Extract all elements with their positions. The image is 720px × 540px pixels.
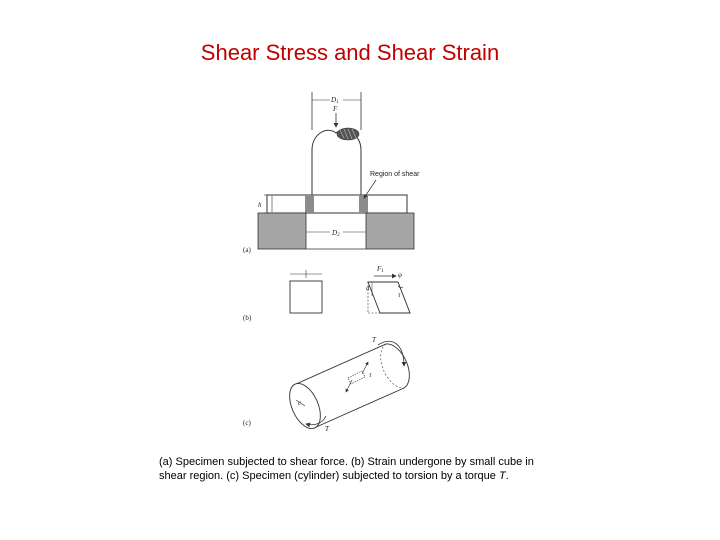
phi-label: φ [398, 271, 402, 279]
t-bottom-label: T [325, 425, 329, 433]
load-pad [337, 128, 359, 140]
shear-band-right [359, 195, 368, 213]
region-of-shear-label: Region of shear [370, 171, 420, 178]
figure-caption [159, 455, 559, 483]
part-a-label: (a) [243, 246, 251, 254]
svg-text:F1 [376, 265, 384, 274]
tau-c-label: τ [369, 371, 372, 379]
d2-subscript: 2 [337, 233, 340, 238]
caption-end: . [505, 470, 509, 482]
slide-title: Shear Stress and Shear Strain [200, 40, 500, 65]
specimen-plate [267, 195, 407, 213]
f1-label: F [377, 265, 382, 273]
die-right [366, 213, 414, 249]
d2-label: D [332, 229, 338, 237]
d-label: d [366, 284, 370, 292]
f1-subscript: 1 [381, 269, 384, 274]
h-label: h [258, 201, 262, 209]
tau-b-label: τ [398, 291, 401, 299]
part-b-cube-strain [243, 265, 410, 322]
caption-text: (a) Specimen subjected to shear force. (b) Strain undergone by small cube in shear region. (c) Specimen (cylinder) subjected to torsion by a torque [159, 456, 534, 482]
c-label: c [298, 399, 302, 407]
part-c-torsion-cylinder [243, 336, 409, 433]
part-a-specimen-shear [243, 92, 420, 254]
svg-text:D1 [330, 96, 339, 105]
svg-text:D2 [331, 229, 340, 238]
d1-label: D [331, 96, 337, 104]
part-b-label: (b) [243, 314, 252, 322]
force-label: F [333, 105, 338, 113]
die-left [258, 213, 306, 249]
d2-dimension [306, 229, 366, 238]
d1-subscript: 1 [336, 100, 339, 105]
t-top-label: T [372, 336, 376, 344]
punch-rod [312, 130, 361, 196]
caption-torque-symbol: T [498, 470, 506, 482]
undeformed-cube [290, 281, 322, 313]
part-c-label: (c) [243, 419, 251, 427]
shear-band-left [305, 195, 314, 213]
